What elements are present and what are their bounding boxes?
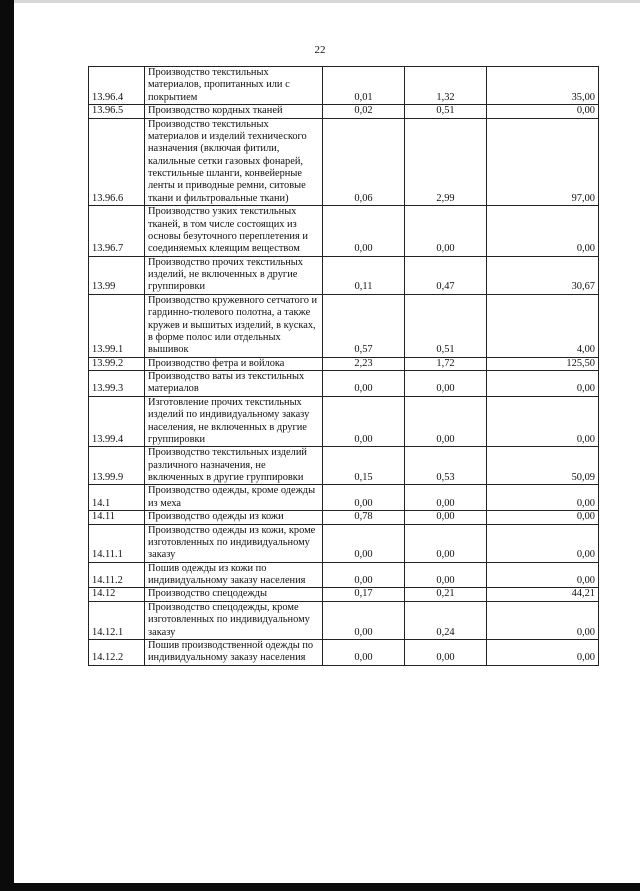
row-value-3: 30,67	[487, 256, 599, 294]
row-value-1: 0,01	[323, 67, 405, 105]
table-row	[89, 118, 599, 206]
row-value-1: 0,00	[323, 639, 405, 665]
row-value-2: 0,53	[405, 447, 487, 485]
row-value-2: 0,24	[405, 601, 487, 639]
row-name: Пошив производственной одежды по индивидуальному заказу населения	[145, 639, 323, 665]
row-value-2: 0,00	[405, 485, 487, 511]
row-value-3: 0,00	[487, 562, 599, 588]
scan-edge-top	[14, 0, 640, 3]
row-value-3: 50,09	[487, 447, 599, 485]
table-row	[89, 601, 599, 639]
row-code: 13.96.4	[89, 67, 145, 105]
row-value-3: 97,00	[487, 118, 599, 206]
row-value-1: 0,06	[323, 118, 405, 206]
row-name: Производство кружевного сетчатого и гардинно-тюлевого полотна, а также кружев и вышитых изделий, в кусках, в форме полос или отдельных вышивок	[145, 294, 323, 357]
row-value-2: 0,00	[405, 562, 487, 588]
row-code: 14.11.1	[89, 524, 145, 562]
page-number: 22	[314, 44, 326, 56]
row-name: Производство текстильных изделий различного назначения, не включенных в другие группировки	[145, 447, 323, 485]
row-value-2: 0,00	[405, 396, 487, 447]
row-value-2: 0,51	[405, 294, 487, 357]
row-name: Производство узких текстильных тканей, в том числе состоящих из основы безуточного переплетения и соединяемых клеящим веществом	[145, 206, 323, 257]
row-value-1: 0,00	[323, 562, 405, 588]
row-value-1: 0,11	[323, 256, 405, 294]
row-name: Производство спецодежды	[145, 588, 323, 601]
row-code: 14.12	[89, 588, 145, 601]
row-value-1: 0,00	[323, 485, 405, 511]
row-value-1: 2,23	[323, 357, 405, 370]
row-value-1: 0,00	[323, 524, 405, 562]
row-value-3: 0,00	[487, 206, 599, 257]
row-value-3: 0,00	[487, 524, 599, 562]
table-row	[89, 206, 599, 257]
row-value-2: 1,32	[405, 67, 487, 105]
row-value-1: 0,78	[323, 511, 405, 524]
scan-edge-left	[0, 0, 14, 891]
okved-table	[88, 66, 599, 666]
row-value-3: 125,50	[487, 357, 599, 370]
row-value-2: 0,47	[405, 256, 487, 294]
row-code: 14.1	[89, 485, 145, 511]
row-value-3: 0,00	[487, 511, 599, 524]
row-value-3: 0,00	[487, 639, 599, 665]
table-row	[89, 485, 599, 511]
row-code: 13.99.4	[89, 396, 145, 447]
row-value-1: 0,15	[323, 447, 405, 485]
row-code: 13.99	[89, 256, 145, 294]
row-value-2: 0,00	[405, 511, 487, 524]
row-code: 13.99.2	[89, 357, 145, 370]
row-code: 13.96.7	[89, 206, 145, 257]
row-name: Производство текстильных материалов и изделий технического назначения (включая фитили, калильные сетки газовых фонарей, текстильные шланги, конвейерные ленты и приводные ремни, ситовые ткани и фильтровальные ткани)	[145, 118, 323, 206]
row-value-2: 0,00	[405, 206, 487, 257]
row-value-2: 1,72	[405, 357, 487, 370]
table-row	[89, 396, 599, 447]
row-name: Производство кордных тканей	[145, 105, 323, 118]
row-code: 13.96.6	[89, 118, 145, 206]
row-value-3: 0,00	[487, 396, 599, 447]
row-name: Производство спецодежды, кроме изготовленных по индивидуальному заказу	[145, 601, 323, 639]
row-value-1: 0,57	[323, 294, 405, 357]
row-name: Производство фетра и войлока	[145, 357, 323, 370]
table-row	[89, 588, 599, 601]
table-row	[89, 67, 599, 105]
row-name: Изготовление прочих текстильных изделий по индивидуальному заказу населения, не включенных в другие группировки	[145, 396, 323, 447]
row-value-1: 0,00	[323, 396, 405, 447]
row-value-1: 0,00	[323, 206, 405, 257]
row-code: 13.99.3	[89, 371, 145, 397]
row-name: Производство одежды, кроме одежды из меха	[145, 485, 323, 511]
row-value-3: 0,00	[487, 601, 599, 639]
row-value-3: 0,00	[487, 371, 599, 397]
row-value-2: 0,21	[405, 588, 487, 601]
row-value-1: 0,00	[323, 601, 405, 639]
row-name: Производство текстильных материалов, пропитанных или с покрытием	[145, 67, 323, 105]
row-value-3: 35,00	[487, 67, 599, 105]
row-code: 14.12.2	[89, 639, 145, 665]
row-name: Производство прочих текстильных изделий, не включенных в другие группировки	[145, 256, 323, 294]
row-value-3: 44,21	[487, 588, 599, 601]
table-row	[89, 105, 599, 118]
row-name: Производство одежды из кожи, кроме изготовленных по индивидуальному заказу	[145, 524, 323, 562]
scan-edge-bottom	[0, 883, 640, 891]
row-value-2: 0,51	[405, 105, 487, 118]
row-value-2: 2,99	[405, 118, 487, 206]
row-value-1: 0,17	[323, 588, 405, 601]
row-name: Производство одежды из кожи	[145, 511, 323, 524]
row-value-3: 0,00	[487, 105, 599, 118]
table-row	[89, 447, 599, 485]
table-row	[89, 639, 599, 665]
row-value-1: 0,00	[323, 371, 405, 397]
table-row	[89, 357, 599, 370]
table-row	[89, 511, 599, 524]
row-value-2: 0,00	[405, 524, 487, 562]
table-row	[89, 371, 599, 397]
row-value-3: 4,00	[487, 294, 599, 357]
row-value-2: 0,00	[405, 371, 487, 397]
row-name: Пошив одежды из кожи по индивидуальному заказу населения	[145, 562, 323, 588]
table-row	[89, 562, 599, 588]
table-row	[89, 294, 599, 357]
row-code: 14.12.1	[89, 601, 145, 639]
table-row	[89, 256, 599, 294]
row-code: 14.11	[89, 511, 145, 524]
row-value-3: 0,00	[487, 485, 599, 511]
table-row	[89, 524, 599, 562]
row-code: 13.99.1	[89, 294, 145, 357]
row-value-1: 0,02	[323, 105, 405, 118]
row-code: 13.96.5	[89, 105, 145, 118]
row-value-2: 0,00	[405, 639, 487, 665]
row-name: Производство ваты из текстильных материалов	[145, 371, 323, 397]
row-code: 14.11.2	[89, 562, 145, 588]
row-code: 13.99.9	[89, 447, 145, 485]
